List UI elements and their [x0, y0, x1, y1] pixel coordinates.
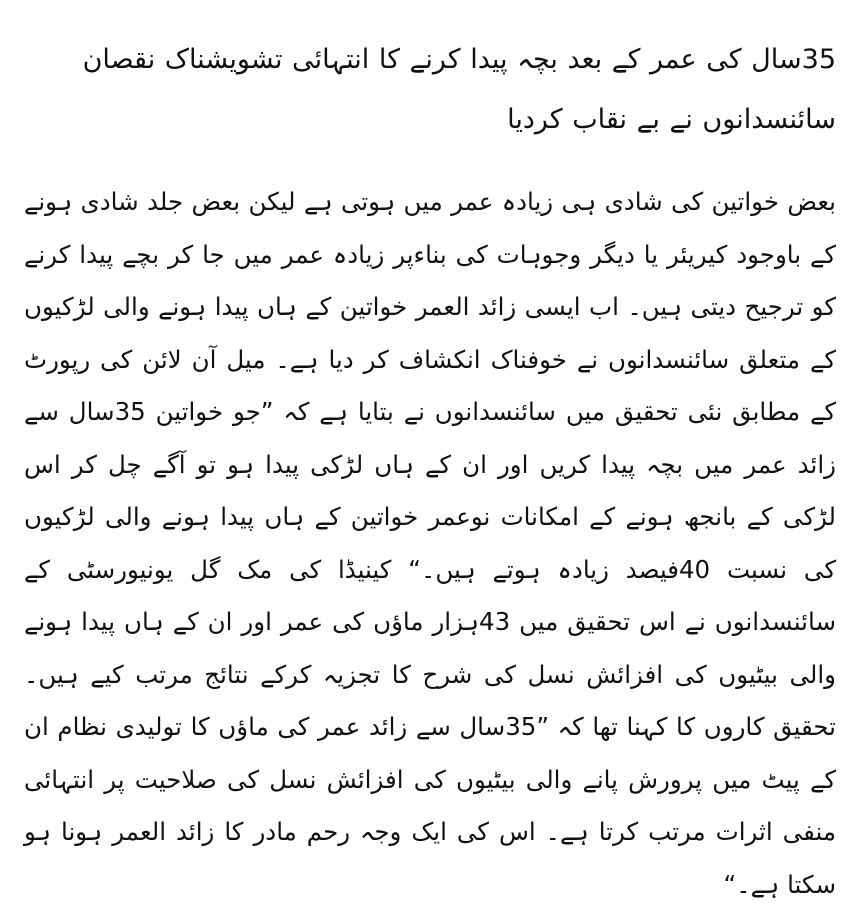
article-headline: 35سال کی عمر کے بعد بچہ پیدا کرنے کا انتہائی تشویشناک نقصان سائنسدانوں نے بے نقاب کردیا [82, 44, 836, 135]
article-body-text: بعض خواتین کی شادی ہی زیادہ عمر میں ہوتی ہے لیکن بعض جلد شادی ہونے کے باوجود کیریئر یا دیگر وجوہات کی بناءپر زیادہ عمر میں جا کر بچے پیدا کرنے کو ترجیح دیتی ہیں۔ اب ایسی زائد العمر خواتین کے ہاں پیدا ہونے والی لڑکیوں کے متعلق سائنسدانوں نے خوفناک انکشاف کر دیا ہے۔ میل آن لائن کی رپورٹ کے مطابق نئی تحقیق میں سائنسدانوں نے بتایا ہے کہ ”جو خواتین 35سال سے زائد عمر میں بچہ پیدا کریں اور ان کے ہاں لڑکی پیدا ہو تو آگے چل کر اس لڑکی کے بانجھ ہونے کے امکانات نوعمر خواتین کے ہاں پیدا ہونے والی لڑکیوں کی نسبت 40فیصد زیادہ ہوتے ہیں۔“ کینیڈا کی مک گل یونیورسٹی کے سائنسدانوں نے اس تحقیق میں 43ہزار ماﺅں کی عمر اور ان کے ہاں پیدا ہونے والی بیٹیوں کی افزائش نسل کی شرح کا تجزیہ کرکے نتائج مرتب کیے ہیں۔ تحقیق کاروں کا کہنا تھا کہ ”35سال سے زائد عمر کی ماﺅں کا تولیدی نظام ان کے پیٹ میں پرورش پانے والی بیٹیوں کی افزائش نسل کی صلاحیت پر انتہائی منفی اثرات مرتب کرتا ہے۔ اس کی ایک وجہ رحم مادر کا زائد العمر ہونا ہو سکتا ہے۔“ [24, 187, 836, 899]
